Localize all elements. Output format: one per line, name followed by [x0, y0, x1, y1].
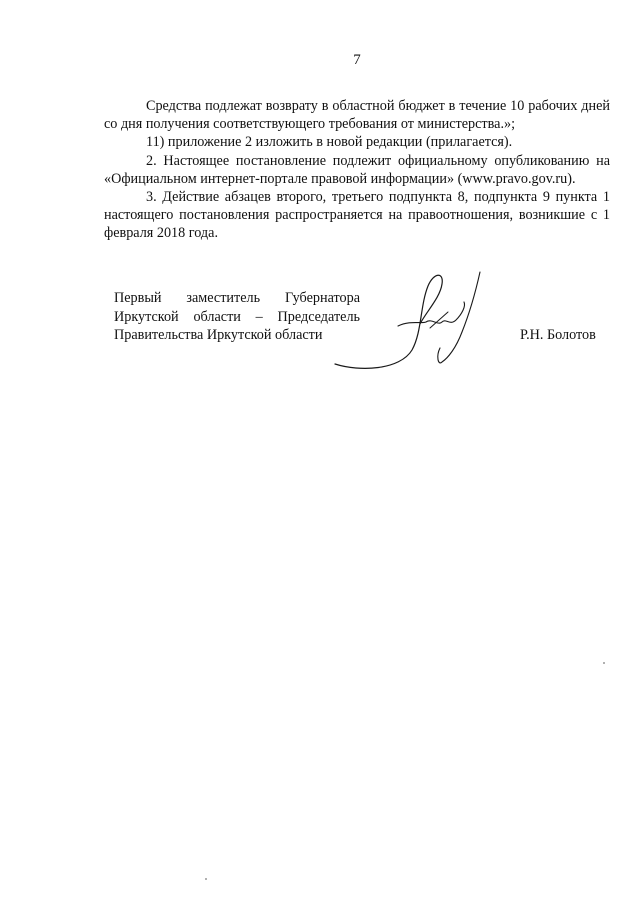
- signature-stroke-dash: [430, 312, 448, 328]
- paragraph-appendix: 11) приложение 2 изложить в новой редакции (прилагается).: [146, 134, 513, 151]
- scan-speck: [205, 878, 207, 880]
- signatory-name: Р.Н. Болотов: [520, 327, 596, 343]
- scan-speck: [603, 662, 605, 664]
- signatory-title-line-1: Первый заместитель Губернатора: [114, 290, 360, 306]
- signatory-title-line-2: Иркутской области – Председатель: [114, 308, 360, 325]
- body-text: [104, 97, 610, 243]
- paragraph-refund: Средства подлежат возврату в областной бюджет в течение 10 рабочих дней со дня получения соответствующего требования от министерства.»;: [104, 98, 610, 133]
- paragraph-effect: 3. Действие абзацев второго, третьего подпункта 8, подпункта 9 пункта 1 настоящего постановления распространяется на правоотношения, возникшие с 1 февраля 2018 года.: [104, 189, 610, 242]
- page-number: 7: [353, 52, 361, 68]
- signatory-title-line-3: Правительства Иркутской области: [114, 327, 323, 343]
- paragraph-publication: 2. Настоящее постановление подлежит официальному опубликованию на «Официальном интернет-портале правовой информации» (www.pravo.gov.ru).: [104, 152, 610, 187]
- handwritten-signature: [330, 266, 505, 386]
- signatory-title: [114, 289, 360, 345]
